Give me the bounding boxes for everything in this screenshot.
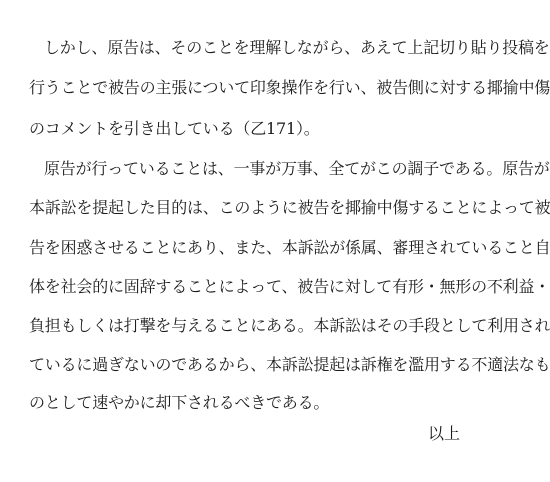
paragraph-1-line-2: 行うことで被告の主張について印象操作を行い、被告側に対する揶揄中傷 [29,78,550,97]
paragraph-2-line-6: ているに過ぎないのであるから、本訴訟提起は訴権を濫用する不適法なも [29,355,550,374]
paragraph-1-line-1: しかし、原告は、そのことを理解しながら、あえて上記切り貼り投稿を [44,38,550,57]
paragraph-2-line-4: 体を社会的に固辞することによって、被告に対して有形・無形の不利益・ [29,277,550,296]
paragraph-1-line-3: のコメントを引き出している（乙171）。 [29,119,320,138]
paragraph-2-line-1: 原告が行っていることは、一事が万事、全てがこの調子である。原告が [44,159,550,178]
closing-mark: 以上 [427,424,460,443]
paragraph-2-line-3: 告を困惑させることにあり、また、本訴訟が係属、審理されていること自 [29,238,550,257]
paragraph-2-line-7: のとして速やかに却下されるべきである。 [29,393,330,412]
paragraph-2-line-2: 本訴訟を提起した目的は、このように被告を揶揄中傷することによって被 [29,198,550,217]
paragraph-2-line-5: 負担もしくは打撃を与えることにある。本訴訟はその手段として利用され [29,316,550,335]
